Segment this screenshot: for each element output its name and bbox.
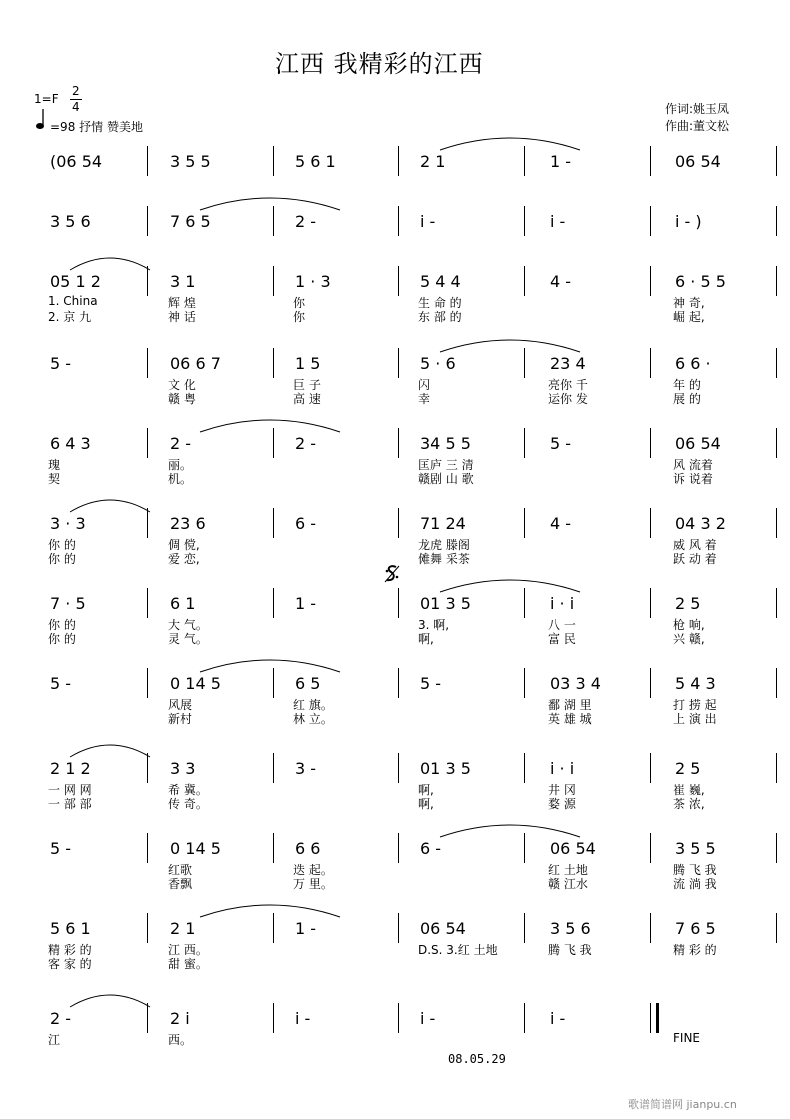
measure-notes: 03 3 4 — [550, 674, 601, 693]
lyric-text: 机。 — [168, 472, 193, 486]
measure-notes: 5 - — [420, 674, 442, 693]
lyric-text: 新村 — [168, 712, 193, 726]
measure-notes: 1 · 3 — [295, 272, 331, 291]
measure-notes: 6 - — [420, 839, 442, 858]
measure-notes: 06 54 — [675, 152, 721, 171]
measure-notes: 5 - — [50, 674, 72, 693]
lyric-text: 江 西。 — [168, 943, 208, 957]
lyric-text: 迭 起。 — [293, 863, 333, 877]
measure-notes: (06 54 — [50, 152, 103, 171]
measure-notes: 2 1 — [170, 919, 196, 938]
measure-notes: 5 - — [50, 839, 72, 858]
lyric-text: 风展 — [168, 698, 193, 712]
slur — [70, 995, 150, 1007]
measure-notes: 6 · 5 5 — [675, 272, 726, 291]
page-title: 江西 我精彩的江西 — [275, 50, 484, 78]
lyric-text: 红 旗。 — [293, 698, 333, 712]
lyric-text: 啊, — [418, 797, 434, 811]
lyric-text: 啊, — [418, 632, 434, 646]
measure-notes: 6 4 3 — [50, 434, 91, 453]
measure-notes: i - — [295, 1009, 311, 1028]
measure-notes: 06 54 — [675, 434, 721, 453]
lyric-text: 你 的 — [48, 632, 76, 646]
measure-notes: 6 1 — [170, 594, 196, 613]
lyric-text: 幸 — [418, 392, 431, 406]
measure-notes: 6 5 — [295, 674, 321, 693]
key-signature: 1=F — [34, 92, 59, 106]
lyric-text: 大 气。 — [168, 618, 208, 632]
lyric-text: 1. China — [48, 294, 98, 308]
lyric-text: 甜 蜜。 — [168, 957, 208, 971]
lyric-text: 枪 响, — [673, 618, 705, 632]
slur-arcs — [0, 817, 790, 847]
measure-notes: i - — [550, 1009, 566, 1028]
measure-notes: 71 24 — [420, 514, 466, 533]
measure-notes: 3 5 6 — [50, 212, 91, 231]
measure-notes: 4 - — [550, 514, 572, 533]
lyric-text: 流 淌 我 — [673, 877, 717, 891]
lyric-text: 你 — [293, 310, 306, 324]
lyric-text: 闪 — [418, 378, 431, 392]
slur-arcs — [0, 897, 790, 927]
lyric-text: 精 彩 的 — [673, 943, 717, 957]
measure-notes: 7 6 5 — [170, 212, 211, 231]
measure-notes: 2 1 — [420, 152, 446, 171]
lyric-text: 契 — [48, 472, 61, 486]
lyric-text: 巨 子 — [293, 378, 321, 392]
measure-notes: 2 - — [295, 434, 317, 453]
lyric-text: 一 部 部 — [48, 797, 92, 811]
lyric-text: 一 网 网 — [48, 783, 92, 797]
time-signature-bottom: 4 — [72, 100, 80, 114]
slur — [200, 905, 340, 917]
lyric-text: 辉 煌 — [168, 296, 196, 310]
lyric-text: 生 命 的 — [418, 296, 462, 310]
measure-notes: 5 6 1 — [295, 152, 336, 171]
lyric-text: 林 立。 — [293, 712, 333, 726]
lyric-text: 亮你 千 — [548, 378, 588, 392]
lyric-text: 精 彩 的 — [48, 943, 92, 957]
measure-notes: 2 5 — [675, 759, 701, 778]
slur — [440, 340, 580, 352]
lyric-text: 上 演 出 — [673, 712, 717, 726]
lyric-text: 龙虎 滕阁 — [418, 538, 470, 552]
lyric-text: 传 奇。 — [168, 797, 208, 811]
lyric-text: 神 奇, — [673, 296, 705, 310]
slur-arcs — [0, 250, 790, 280]
lyric-text: 香飘 — [168, 877, 193, 891]
lyric-text: 茶 浓, — [673, 797, 705, 811]
lyric-text: 客 家 的 — [48, 957, 92, 971]
lyric-text: 腾 飞 我 — [548, 943, 592, 957]
measure-notes: 3 5 5 — [170, 152, 211, 171]
slur-arcs — [0, 190, 790, 220]
measure-notes: 6 6 · — [675, 354, 711, 373]
lyric-text: 爱 恋, — [168, 552, 200, 566]
slur — [440, 580, 580, 592]
lyric-text: 你 的 — [48, 552, 76, 566]
measure-notes: 05 1 2 — [50, 272, 101, 291]
lyric-text: 跃 动 着 — [673, 552, 717, 566]
lyric-text: 赣剧 山 歌 — [418, 472, 474, 486]
measure-notes: 7 6 5 — [675, 919, 716, 938]
lyric-text: FINE — [673, 1031, 700, 1045]
measure-notes: 1 - — [550, 152, 572, 171]
lyric-text: 富 民 — [548, 632, 576, 646]
slur — [70, 500, 150, 512]
lyric-text: 崔 巍, — [673, 783, 705, 797]
lyric-text: 威 风 着 — [673, 538, 717, 552]
measure-notes: i - — [420, 212, 436, 231]
measure-notes: 6 - — [295, 514, 317, 533]
measure-notes: 2 - — [170, 434, 192, 453]
measure-notes: 01 3 5 — [420, 759, 471, 778]
final-barline — [650, 1003, 659, 1033]
lyricist-credit: 作词:姚玉凤 — [665, 102, 730, 116]
lyric-text: 3. 啊, — [418, 618, 450, 632]
measure-notes: 2 - — [295, 212, 317, 231]
measure-notes: 2 - — [50, 1009, 72, 1028]
measure-notes: i · i — [550, 594, 575, 613]
measure-notes: 5 4 4 — [420, 272, 461, 291]
measure-notes: 3 5 6 — [550, 919, 591, 938]
measure-notes: 06 54 — [420, 919, 466, 938]
slur-arcs — [0, 332, 790, 362]
measure-notes: 04 3 2 — [675, 514, 726, 533]
slur — [440, 825, 580, 837]
measure-notes: 23 4 — [550, 354, 586, 373]
lyric-text: 展 的 — [673, 392, 701, 406]
lyric-text: 风 流着 — [673, 458, 713, 472]
lyric-text: 赣 粤 — [168, 392, 196, 406]
lyric-text: 匡庐 三 清 — [418, 458, 474, 472]
measure-notes: i - ) — [675, 212, 702, 231]
lyric-text: 崛 起, — [673, 310, 705, 324]
lyric-text: 江 — [48, 1033, 61, 1047]
lyric-text: 兴 赣, — [673, 632, 705, 646]
lyric-text: 2. 京 九 — [48, 310, 92, 324]
lyric-text: 文 化 — [168, 378, 196, 392]
measure-notes: 3 · 3 — [50, 514, 86, 533]
measure-notes: 06 6 7 — [170, 354, 221, 373]
lyric-text: 井 冈 — [548, 783, 576, 797]
slur-arcs — [0, 652, 790, 682]
lyric-text: 东 部 的 — [418, 310, 462, 324]
slur — [70, 745, 150, 757]
measure-notes: 0 14 5 — [170, 839, 221, 858]
measure-notes: 3 - — [295, 759, 317, 778]
measure-notes: 5 - — [50, 354, 72, 373]
lyric-text: 希 冀。 — [168, 783, 208, 797]
lyric-text: 神 话 — [168, 310, 196, 324]
lyric-text: 瑰 — [48, 458, 61, 472]
lyric-text: 倜 傥, — [168, 538, 200, 552]
measure-notes: i - — [420, 1009, 436, 1028]
lyric-text: 年 的 — [673, 378, 701, 392]
lyric-text: 腾 飞 我 — [673, 863, 717, 877]
lyric-text: 啊, — [418, 783, 434, 797]
measure-notes: 5 - — [550, 434, 572, 453]
measure-notes: 1 - — [295, 594, 317, 613]
lyric-text: 运你 发 — [548, 392, 588, 406]
measure-notes: 01 3 5 — [420, 594, 471, 613]
measure-notes: 5 6 1 — [50, 919, 91, 938]
measure-notes: 0 14 5 — [170, 674, 221, 693]
date-stamp: 08.05.29 — [448, 1052, 506, 1066]
lyric-text: 灵 气。 — [168, 632, 208, 646]
measure-notes: 2 5 — [675, 594, 701, 613]
measure-notes: 5 4 3 — [675, 674, 716, 693]
measure-notes: 3 1 — [170, 272, 196, 291]
lyric-text: 傩舞 采茶 — [418, 552, 470, 566]
slur — [200, 198, 340, 210]
measure-notes: 34 5 5 — [420, 434, 471, 453]
lyric-text: 万 里。 — [293, 877, 333, 891]
lyric-text: 打 捞 起 — [673, 698, 717, 712]
slur-arcs — [0, 492, 790, 522]
measure-notes: 23 6 — [170, 514, 206, 533]
lyric-text: 诉 说着 — [673, 472, 713, 486]
lyric-text: D.S. 3.红 土地 — [418, 943, 498, 957]
lyric-text: 红 土地 — [548, 863, 588, 877]
measure-notes: i - — [550, 212, 566, 231]
slur-arcs — [0, 737, 790, 767]
lyric-text: 八 一 — [548, 618, 576, 632]
measure-notes: 1 5 — [295, 354, 321, 373]
composer-credit: 作曲:董文松 — [665, 119, 730, 133]
lyric-text: 鄱 湖 里 — [548, 698, 592, 712]
slur-arcs — [0, 987, 790, 1017]
lyric-text: 婺 源 — [548, 797, 576, 811]
segno-icon — [383, 563, 401, 585]
measure-notes: 1 - — [295, 919, 317, 938]
measure-notes: 4 - — [550, 272, 572, 291]
slur — [440, 138, 580, 150]
measure-notes: 2 i — [170, 1009, 190, 1028]
score-row — [0, 1005, 790, 1105]
slur-arcs — [0, 130, 790, 160]
lyric-text: 高 速 — [293, 392, 321, 406]
measure-notes: 06 54 — [550, 839, 596, 858]
measure-notes: i · i — [550, 759, 575, 778]
time-signature-top: 2 — [72, 84, 80, 98]
measure-notes: 2 1 2 — [50, 759, 91, 778]
lyric-text: 赣 江水 — [548, 877, 588, 891]
watermark: 歌谱简谱网 jianpu.cn — [628, 1098, 737, 1111]
measure-notes: 3 3 — [170, 759, 196, 778]
measure-notes: 6 6 — [295, 839, 321, 858]
lyric-text: 丽。 — [168, 458, 193, 472]
slur-arcs — [0, 412, 790, 442]
slur — [70, 258, 150, 270]
lyric-text: 你 的 — [48, 618, 76, 632]
measure-notes: 3 5 5 — [675, 839, 716, 858]
measure-notes: 5 · 6 — [420, 354, 456, 373]
tempo-marking: =98 抒情 赞美地 — [50, 120, 143, 134]
lyric-text: 英 雄 城 — [548, 712, 592, 726]
slur — [200, 420, 340, 432]
lyric-text: 西。 — [168, 1033, 193, 1047]
slur — [200, 660, 340, 672]
lyric-text: 你 — [293, 296, 306, 310]
lyric-text: 红歌 — [168, 863, 193, 877]
lyric-text: 你 的 — [48, 538, 76, 552]
measure-notes: 7 · 5 — [50, 594, 86, 613]
